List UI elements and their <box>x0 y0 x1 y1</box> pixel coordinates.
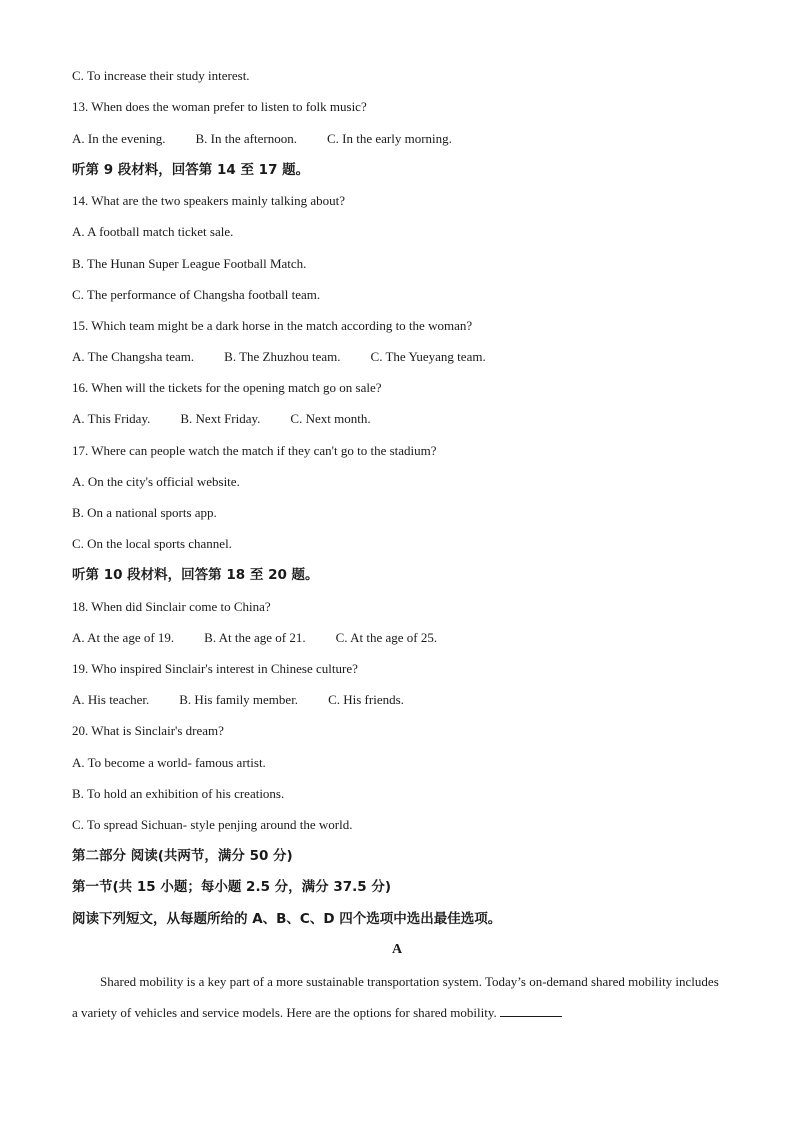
question-16: 16. When will the tickets for the opening match go on sale? <box>72 380 382 395</box>
option-c: C. At the age of 25. <box>335 630 438 645</box>
option-b: B. The Zhuzhou team. <box>224 349 341 364</box>
question-15: 15. Which team might be a dark horse in the match according to the woman? <box>72 318 473 333</box>
option-c: C. Next month. <box>290 411 371 426</box>
option-a-q17: A. On the city's official website. <box>72 474 240 489</box>
option-b-q17: B. On a national sports app. <box>72 505 217 520</box>
section-heading-9: 听第 9 段材料，回答第 14 至 17 题。 <box>72 162 310 178</box>
question-18: 18. When did Sinclair come to China? <box>72 599 271 614</box>
option-b-q14: B. The Hunan Super League Football Match. <box>72 256 307 271</box>
reading-instruction: 阅读下列短文，从每题所给的 A、B、C、D 四个选项中选出最佳选项。 <box>72 911 502 927</box>
passage-paragraph <box>72 966 722 1028</box>
options-q13 <box>72 131 452 147</box>
question-13: 13. When does the woman prefer to listen to folk music? <box>72 99 367 114</box>
option-a: A. At the age of 19. <box>72 630 175 645</box>
section-heading-10: 听第 10 段材料，回答第 18 至 20 题。 <box>72 567 319 583</box>
options-q16 <box>72 411 371 427</box>
option-c: C. His friends. <box>328 692 404 707</box>
option-b-q20: B. To hold an exhibition of his creations. <box>72 786 285 801</box>
passage-text: Shared mobility is a key part of a more sustainable transportation system. Today’s on-demand shared mobility includes a variety of vehicles and service models. Here are the options for shared mobility. <box>72 974 719 1020</box>
option-c-q20: C. To spread Sichuan- style penjing around the world. <box>72 817 353 832</box>
option-c: C. The Yueyang team. <box>370 349 486 364</box>
question-14: 14. What are the two speakers mainly talking about? <box>72 193 346 208</box>
option-a: A. In the evening. <box>72 131 166 146</box>
option-a: A. This Friday. <box>72 411 151 426</box>
question-17: 17. Where can people watch the match if they can't go to the stadium? <box>72 443 437 458</box>
passage-title: A <box>391 942 403 957</box>
option-a-q14: A. A football match ticket sale. <box>72 224 234 239</box>
option-c-q12: C. To increase their study interest. <box>72 68 250 83</box>
option-a-q20: A. To become a world- famous artist. <box>72 755 266 770</box>
option-a: A. His teacher. <box>72 692 150 707</box>
answer-blank <box>500 1004 562 1017</box>
question-19: 19. Who inspired Sinclair's interest in Chinese culture? <box>72 661 358 676</box>
options-q15 <box>72 349 486 365</box>
option-a: A. The Changsha team. <box>72 349 195 364</box>
options-q19 <box>72 692 404 708</box>
part-two-heading: 第二部分 阅读(共两节，满分 50 分) <box>72 848 293 864</box>
option-c-q14: C. The performance of Changsha football team. <box>72 287 321 302</box>
question-20: 20. What is Sinclair's dream? <box>72 723 224 738</box>
section-one-heading: 第一节(共 15 小题；每小题 2.5 分，满分 37.5 分) <box>72 879 392 895</box>
option-b: B. His family member. <box>179 692 299 707</box>
options-q18 <box>72 630 437 646</box>
option-b: B. At the age of 21. <box>204 630 306 645</box>
option-c: C. In the early morning. <box>326 131 452 146</box>
option-b: B. Next Friday. <box>180 411 261 426</box>
option-b: B. In the afternoon. <box>195 131 297 146</box>
option-c-q17: C. On the local sports channel. <box>72 536 232 551</box>
